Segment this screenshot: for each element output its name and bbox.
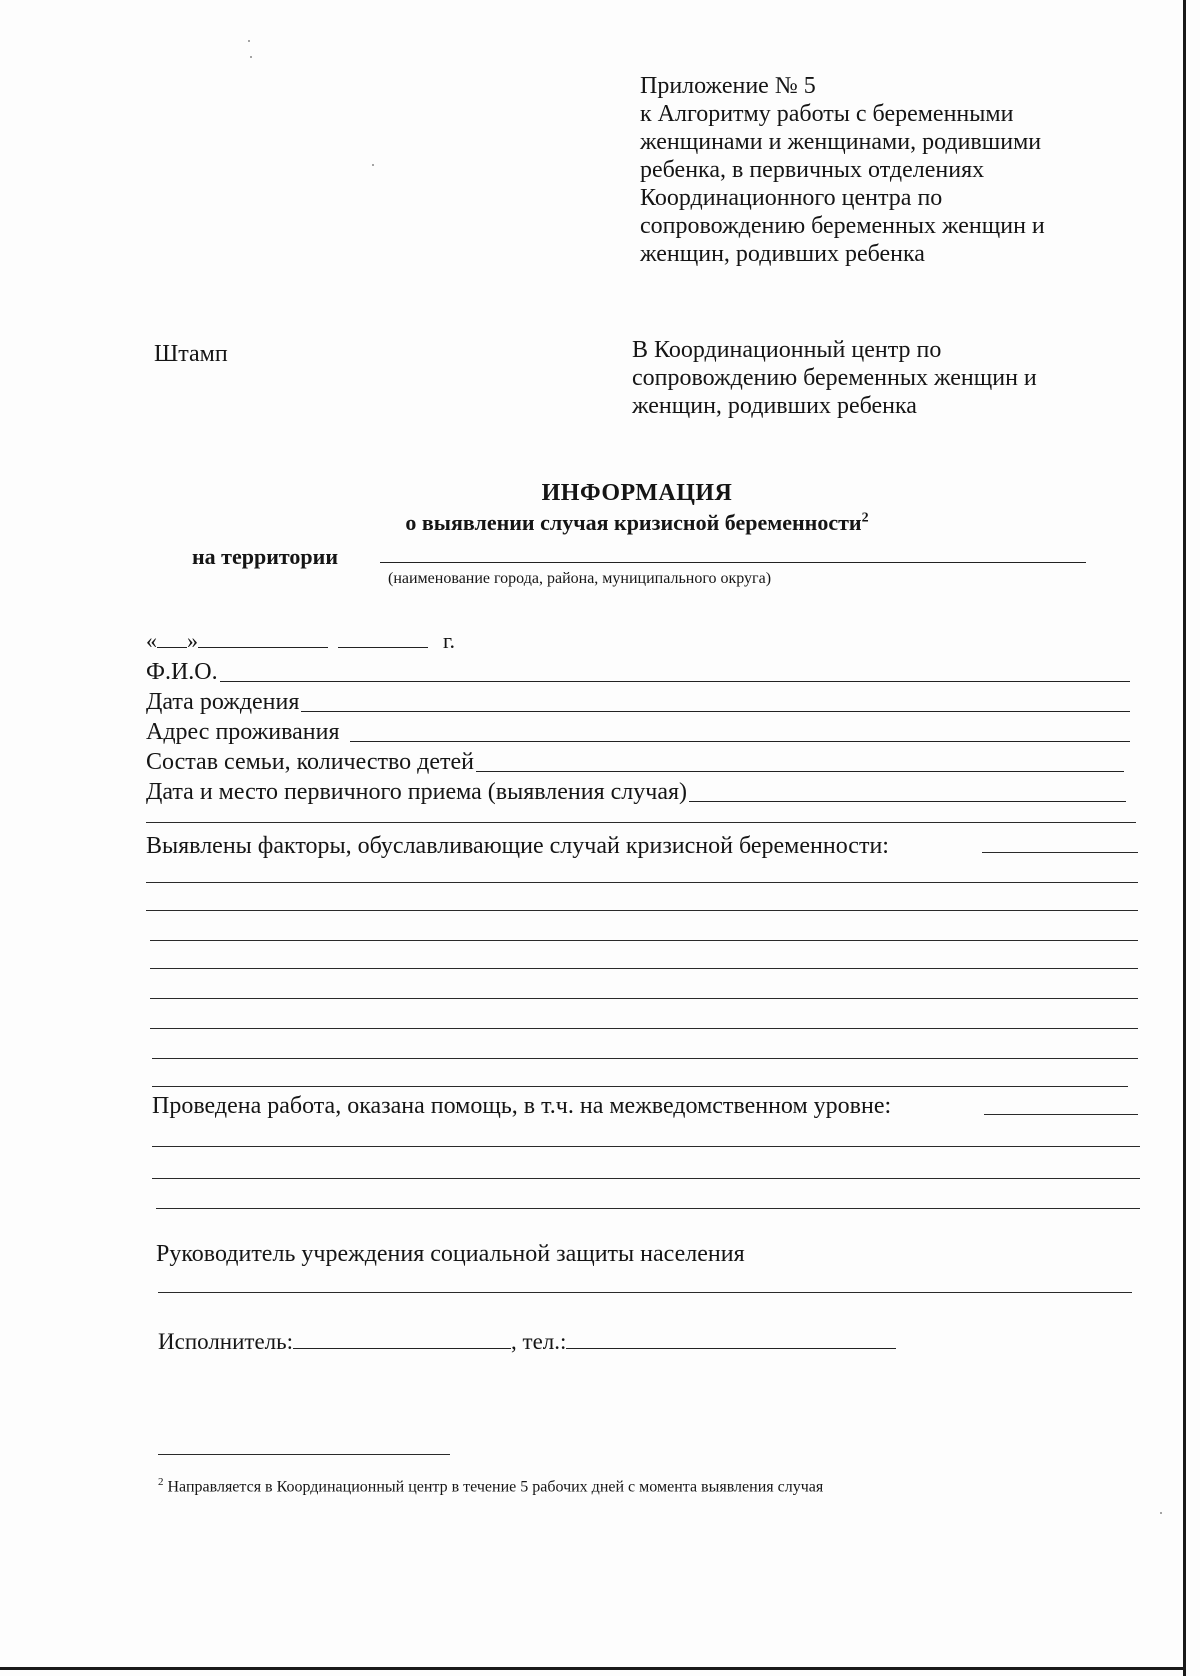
day-input-line[interactable] [157,629,187,648]
annex-line: Координационного центра по [640,185,943,211]
month-input-line[interactable] [198,629,328,648]
factors-line[interactable] [152,1086,1128,1087]
annex-line: женщин, родивших ребенка [640,241,925,267]
field-birth-date-line[interactable] [301,711,1130,712]
factors-line[interactable] [152,1058,1138,1059]
phone-label: , тел.: [511,1329,567,1354]
scan-speck [1160,1512,1162,1514]
work-line[interactable] [984,1114,1138,1115]
territory-input-line[interactable] [380,562,1086,563]
factors-line[interactable] [150,940,1138,941]
annex-line: сопровождению беременных женщин и [640,213,1045,239]
field-family [146,746,1124,776]
scan-border-right [1183,0,1186,1676]
phone-input-line[interactable] [566,1334,896,1349]
footnote-mark: 2 [158,1476,164,1488]
footnote-text: Направляется в Координационный центр в течение 5 рабочих дней с момента выявления случая [163,1478,824,1496]
factors-line[interactable] [146,910,1138,911]
year-input-line[interactable] [338,629,428,648]
field-first-reception-label: Дата и место первичного приема (выявления случая) [146,779,688,805]
footnote [158,1476,823,1496]
field-fio-label: Ф.И.О. [146,659,218,685]
date-open-quote: « [146,628,157,653]
addressee-block [632,336,1152,420]
field-birth-date [146,686,1130,716]
factors-line[interactable] [150,1028,1138,1029]
field-fio [146,656,1130,686]
factors-line[interactable] [982,852,1138,853]
work-line[interactable] [152,1178,1140,1179]
annex-line: женщинами и женщинами, родившими [640,129,1042,155]
blank-line[interactable] [146,822,1136,823]
subtitle-text: о выявлении случая кризисной беременности [405,510,862,535]
addressee-line: В Координационный центр по [632,337,942,363]
footnote-separator [158,1454,450,1455]
scan-speck [250,56,252,58]
executor-input-line[interactable] [293,1334,511,1349]
field-family-label: Состав семьи, количество детей [146,749,475,775]
territory-hint: (наименование города, района, муниципального округа) [388,570,772,587]
annex-line: к Алгоритму работы с беременными [640,101,1014,127]
factors-line[interactable] [150,998,1138,999]
stamp-label: Штамп [154,341,228,367]
document-subtitle [0,510,1200,536]
work-line[interactable] [156,1208,1140,1209]
executor-row [158,1328,896,1356]
date-row [146,628,455,654]
field-fio-line[interactable] [220,681,1130,682]
addressee-line: сопровождению беременных женщин и [632,365,1037,391]
executor-label: Исполнитель: [158,1329,294,1354]
scan-speck [248,40,250,42]
territory-label: на территории [192,544,338,569]
annex-line: ребенка, в первичных отделениях [640,157,985,183]
factors-line[interactable] [146,882,1138,883]
factors-line[interactable] [150,968,1138,969]
work-label: Проведена работа, оказана помощь, в т.ч. на межведомственном уровне: [152,1093,892,1119]
field-family-line[interactable] [476,771,1124,772]
head-signature-line[interactable] [158,1292,1132,1293]
field-address-label: Адрес проживания [146,719,340,745]
field-birth-date-label: Дата рождения [146,689,300,715]
footnote-ref: 2 [861,510,869,526]
year-suffix: г. [443,628,456,653]
factors-label: Выявлены факторы, обуславливающие случай кризисной беременности: [146,833,889,859]
annex-line: Приложение № 5 [640,73,816,99]
scan-speck [372,164,374,166]
field-first-reception-line[interactable] [689,801,1126,802]
field-first-reception [146,776,1126,806]
date-close-quote: » [187,628,198,653]
document-title: ИНФОРМАЦИЯ [541,480,733,506]
annex-header [640,72,1160,268]
addressee-line: женщин, родивших ребенка [632,393,917,419]
scan-border-bottom [0,1667,1186,1670]
field-address [146,716,1130,746]
work-line[interactable] [152,1146,1140,1147]
head-label: Руководитель учреждения социальной защиты населения [156,1241,745,1267]
field-address-line[interactable] [350,741,1130,742]
